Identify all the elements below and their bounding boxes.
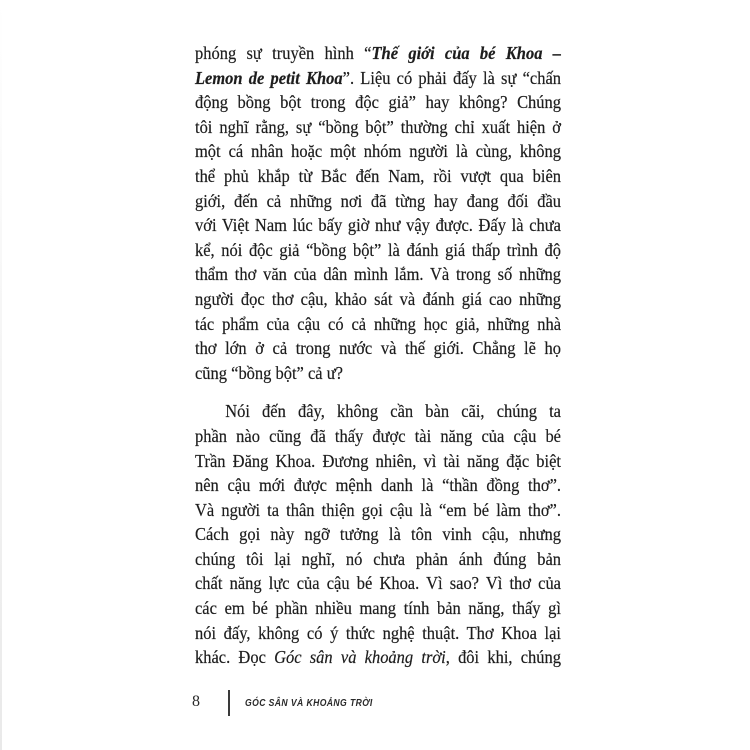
body-text: với Việt Nam lúc bấy giờ như vậy được. Đấy là chưa [195, 215, 561, 236]
text-line [195, 424, 561, 449]
footer-divider [228, 690, 230, 716]
text-line [195, 547, 561, 572]
body-text: phóng sự truyền hình “ [195, 43, 372, 63]
body-text: cũng “bồng bột” cả ư? [195, 362, 343, 383]
body-text: ”. Liệu có phải đấy là sự “chấn [342, 67, 561, 88]
body-text: thơ lớn ở cả trong nước và thế giới. Chẳng lẽ họ [195, 338, 561, 359]
body-text: khác. Đọc [195, 647, 275, 668]
text-line [195, 621, 561, 646]
text-line [195, 139, 561, 164]
text-line [195, 66, 561, 91]
body-text: Trần Đăng Khoa. Đương nhiên, vì tài năng đặc biệt [195, 450, 561, 471]
body-text: thẩm thơ văn của dân mình lắm. Và trong số những [195, 264, 561, 285]
text-line [195, 522, 561, 547]
body-text: các em bé phần nhiều mang tính bản năng, thấy gì [195, 598, 561, 619]
text-line [195, 645, 561, 670]
body-text: phần nào cũng đã thấy được tài năng của cậu bé [195, 425, 561, 446]
body-text: nói đấy, không có ý thức nghệ thuật. Thơ Khoa lại [195, 622, 561, 643]
body-text: một cá nhân hoặc một nhóm người là cùng, không [195, 141, 561, 162]
paragraph [195, 399, 561, 670]
text-line [195, 399, 561, 424]
body-text: Và người ta thân thiện gọi cậu là “em bé làm thơ”. [195, 499, 561, 520]
text-line [195, 596, 561, 621]
text-line [195, 287, 561, 312]
text-line [195, 262, 561, 287]
body-text: , đôi khi, chúng [445, 647, 561, 668]
footer-book-title: GÓC SÂN VÀ KHOẢNG TRỜI [245, 697, 373, 709]
body-text: Nói đến đây, không cần bàn cãi, chúng ta [225, 401, 561, 422]
body-text: tác phẩm của cậu có cả những học giả, những nhà [195, 313, 561, 334]
body-text: nên cậu mới được mệnh danh là “thần đồng thơ”. [195, 475, 561, 496]
page-number: 8 [192, 693, 200, 710]
text-line [195, 498, 561, 523]
body-text: chất năng lực của cậu bé Khoa. Vì sao? Vì thơ của [195, 573, 561, 594]
body-text: giới, đến cả những nơi đã từng hay đang đối đầu [195, 190, 561, 211]
text-line [195, 90, 561, 115]
text-line [195, 473, 561, 498]
body-text: người đọc thơ cậu, khảo sát và đánh giá cao những [195, 288, 561, 309]
body-text: chúng tôi lại nghĩ, nó chưa phản ánh đúng bản [195, 548, 561, 569]
body-text: động bồng bột trong độc giả” hay không? Chúng [195, 92, 561, 113]
title-emphasis-text: Lemon de petit Khoa [195, 67, 343, 88]
body-text: kể, nói độc giả “bồng bột” là đánh giá thấp trình độ [195, 239, 561, 260]
book-title-inline-text: Góc sân và khoảng trời [274, 647, 446, 668]
body-text: Cách gọi này ngỡ tưởng là tôn vinh cậu, nhưng [195, 524, 561, 545]
page-edge-shadow [0, 0, 2, 750]
body-text: thể phủ khắp từ Bắc đến Nam, rồi vượt qua biên [195, 165, 561, 186]
text-line [195, 189, 561, 214]
text-line [195, 449, 561, 474]
text-line [195, 213, 561, 238]
body-text: tôi nghĩ rằng, sự “bồng bột” thường chỉ xuất hiện ở [195, 116, 561, 137]
page-footer [0, 686, 750, 720]
text-line [195, 336, 561, 361]
paragraph [195, 41, 561, 385]
title-emphasis-text: Thế giới của bé Khoa – [371, 43, 561, 63]
text-block [195, 41, 561, 670]
text-line [195, 164, 561, 189]
text-line [195, 312, 561, 337]
text-line [195, 238, 561, 263]
text-line [195, 115, 561, 140]
text-line [195, 571, 561, 596]
text-line [195, 361, 561, 386]
text-line [195, 41, 561, 66]
